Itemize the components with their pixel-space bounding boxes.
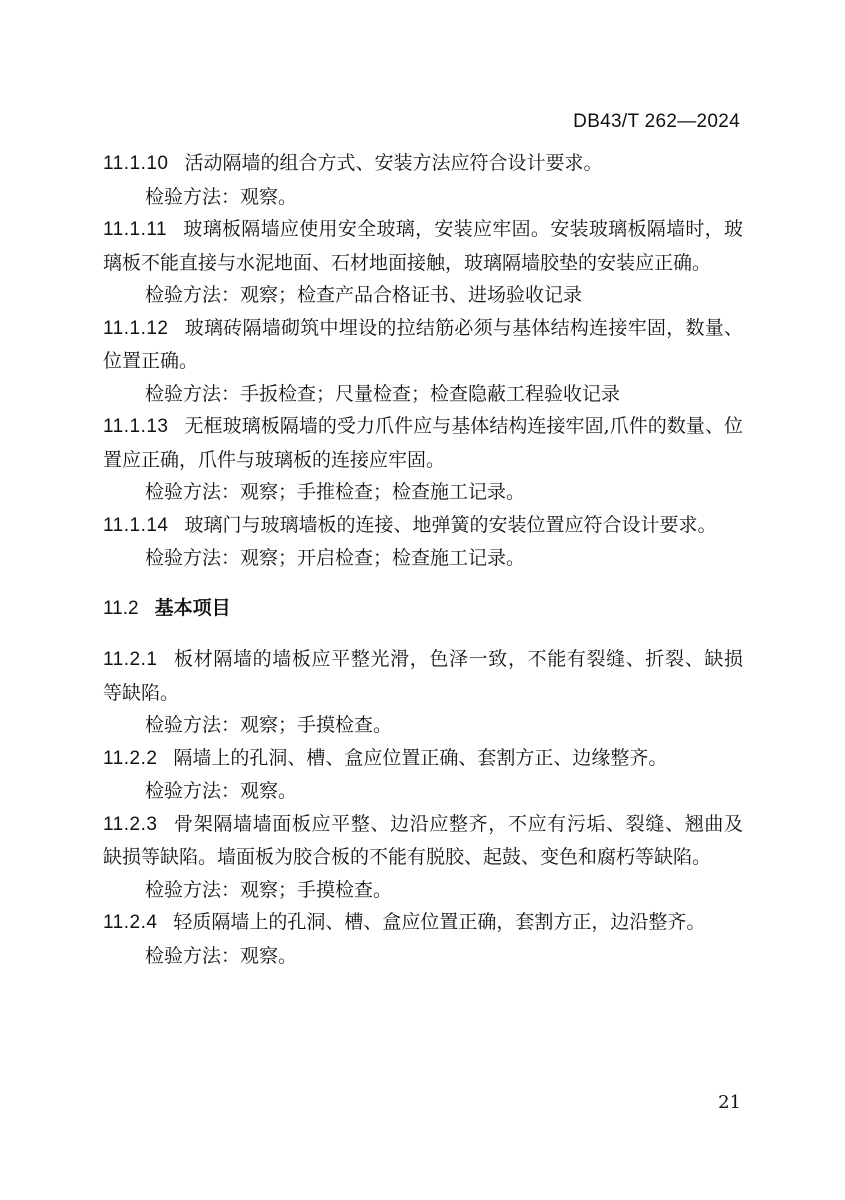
clause-text: 玻璃砖隔墙砌筑中埋设的拉结筋必须与基体结构连接牢固，数量、位置正确。 [103, 316, 743, 372]
clause-text: 轻质隔墙上的孔洞、槽、盒应位置正确，套割方正，边沿整齐。 [173, 911, 706, 933]
inspection-method: 检验方法：观察；手摸检查。 [145, 878, 393, 901]
clause-number: 11.2.4 [103, 912, 158, 933]
clause-number: 11.1.14 [103, 514, 169, 536]
inspection-method: 检验方法：观察；开启检查；检查施工记录。 [145, 547, 526, 569]
clause-text: 骨架隔墙墙面板应平整、边沿应整齐，不应有污垢、裂缝、翘曲及缺损等缺陷。墙面板为胶合板的不能有脱胶、起鼓、变色和腐朽等缺陷。 [103, 812, 743, 868]
document-code-header: DB43/T 262—2024 [573, 111, 740, 132]
clause-text: 玻璃门与玻璃墙板的连接、地弹簧的安装位置应符合设计要求。 [184, 513, 717, 536]
clause-number: 11.2.3 [103, 813, 158, 835]
clause [103, 742, 743, 776]
clause-text: 板材隔墙的墙板应平整光滑，色泽一致，不能有裂缝、折裂、缺损等缺陷。 [103, 648, 743, 704]
section-title: 基本项目 [154, 597, 231, 619]
inspection-method: 检验方法：观察。 [145, 944, 298, 967]
clause [103, 643, 743, 709]
clause-number: 11.2.1 [103, 649, 158, 670]
clause-number: 11.1.10 [103, 153, 169, 174]
clause-number: 11.1.11 [103, 219, 168, 240]
inspection-method: 检验方法：观察；检查产品合格证书、进场验收记录 [145, 284, 583, 306]
inspection-method: 检验方法：观察。 [145, 780, 298, 802]
clause [103, 906, 743, 940]
clause-number: 11.1.13 [103, 416, 169, 437]
inspection-method: 检验方法：手扳检查；尺量检查；检查隐蔽工程验收记录 [145, 382, 621, 405]
clause-number: 11.1.12 [103, 317, 169, 339]
page-number: 21 [718, 1092, 741, 1113]
clause [103, 509, 743, 543]
clause-number: 11.2.2 [103, 747, 158, 769]
clause-text: 隔墙上的孔洞、槽、盒应位置正确、套割方正、边缘整齐。 [173, 746, 668, 769]
clause-text: 无框玻璃板隔墙的受力爪件应与基体结构连接牢固,爪件的数量、位置应正确，爪件与玻璃板的连接应牢固。 [103, 415, 743, 471]
clause-text: 玻璃板隔墙应使用安全玻璃，安装应牢固。安装玻璃板隔墙时，玻璃板不能直接与水泥地面、石材地面接触，玻璃隔墙胶垫的安装应正确。 [103, 218, 743, 274]
clause [103, 147, 743, 181]
clause [103, 410, 743, 476]
clause [103, 312, 743, 378]
inspection-method: 检验方法：观察。 [145, 185, 298, 208]
page-body [103, 147, 743, 972]
inspection-method: 检验方法：观察；手推检查；检查施工记录。 [145, 481, 526, 503]
section-heading [103, 593, 743, 626]
section-number: 11.2 [103, 597, 139, 619]
inspection-method: 检验方法：观察；手摸检查。 [145, 714, 393, 736]
clause [103, 213, 743, 279]
clause [103, 808, 743, 874]
clause-text: 活动隔墙的组合方式、安装方法应符合设计要求。 [184, 152, 603, 174]
